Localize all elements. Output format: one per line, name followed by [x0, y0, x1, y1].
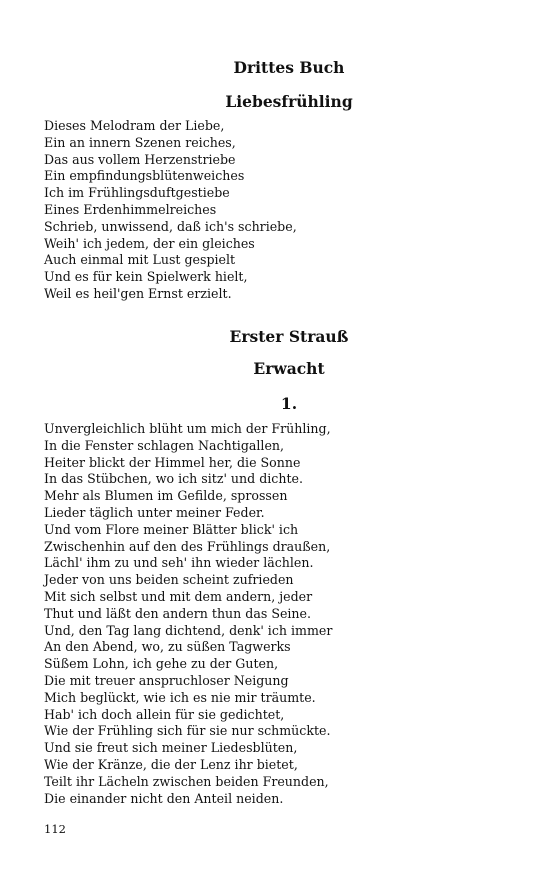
verse-line: Und vom Flore meiner Blätter blick' ich [44, 521, 299, 537]
verse-line: Mehr als Blumen im Gefilde, sprossen [44, 488, 288, 504]
verse-line: Jeder von uns beiden scheint zufrieden [44, 572, 294, 588]
verse-line: Thut und läßt den andern thun das Seine. [44, 605, 311, 621]
verse-line: Wie der Frühling sich für sie nur schmückte. [44, 723, 331, 739]
verse-line: Das aus vollem Herzenstriebe [44, 151, 236, 167]
verse-line: Weih' ich jedem, der ein gleiches [44, 235, 255, 251]
verse-line: Zwischenhin auf den des Frühlings draußen, [44, 538, 331, 554]
book-title: Liebesfrühling [225, 92, 353, 111]
verse-line: Ein empfindungsblütenweiches [44, 168, 245, 184]
verse-line: Schrieb, unwissend, daß ich's schriebe, [44, 218, 297, 234]
verse-line: Auch einmal mit Lust gespielt [44, 252, 236, 268]
verse-line: Teilt ihr Lächeln zwischen beiden Freunden, [44, 773, 329, 789]
verse-line: Dieses Melodram der Liebe, [44, 118, 225, 133]
verse-line: Und es für kein Spielwerk hielt, [44, 269, 248, 285]
verse-line: Ich im Frühlingsduftgestiebe [44, 185, 230, 201]
verse-line: Ein an innern Szenen reiches, [44, 134, 236, 150]
verse-line: Wie der Kränze, die der Lenz ihr bietet, [44, 756, 298, 772]
section-heading: Erster Strauß [229, 327, 349, 346]
page-number: 112 [44, 822, 66, 836]
dedication-verse [44, 118, 297, 303]
verse-line: Heiter blickt der Himmel her, die Sonne [44, 454, 301, 470]
verse-line: Weil es heil'gen Ernst erzielt. [44, 285, 232, 301]
verse-line: Die einander nicht den Anteil neiden. [44, 790, 284, 806]
verse-line: Mich beglückt, wie ich es nie mir träumte. [44, 689, 316, 705]
verse-line: Lächl' ihm zu und seh' ihn wieder lächlen. [44, 555, 314, 571]
poem-number: 1. [280, 394, 298, 413]
poem-verse [44, 421, 332, 807]
verse-line: Süßem Lohn, ich gehe zu der Guten, [44, 656, 279, 672]
verse-line: Die mit treuer anspruchloser Neigung [44, 672, 289, 688]
verse-line: In das Stübchen, wo ich sitz' und dichte. [44, 471, 303, 487]
verse-line: In die Fenster schlagen Nachtigallen, [44, 437, 285, 453]
verse-line: Unvergleichlich blüht um mich der Frühling, [44, 421, 331, 436]
verse-line: An den Abend, wo, zu süßen Tagwerks [44, 639, 291, 655]
verse-line: Eines Erdenhimmelreiches [44, 201, 217, 217]
book-heading: Drittes Buch [233, 58, 345, 77]
verse-line: Und, den Tag lang dichtend, denk' ich immer [44, 622, 333, 638]
verse-line: Hab' ich doch allein für sie gedichtet, [44, 706, 285, 722]
verse-line: Mit sich selbst und mit dem andern, jeder [44, 588, 313, 604]
verse-line: Lieder täglich unter meiner Feder. [44, 504, 265, 520]
verse-line: Und sie freut sich meiner Liedesblüten, [44, 740, 298, 756]
poem-title: Erwacht [253, 359, 325, 378]
